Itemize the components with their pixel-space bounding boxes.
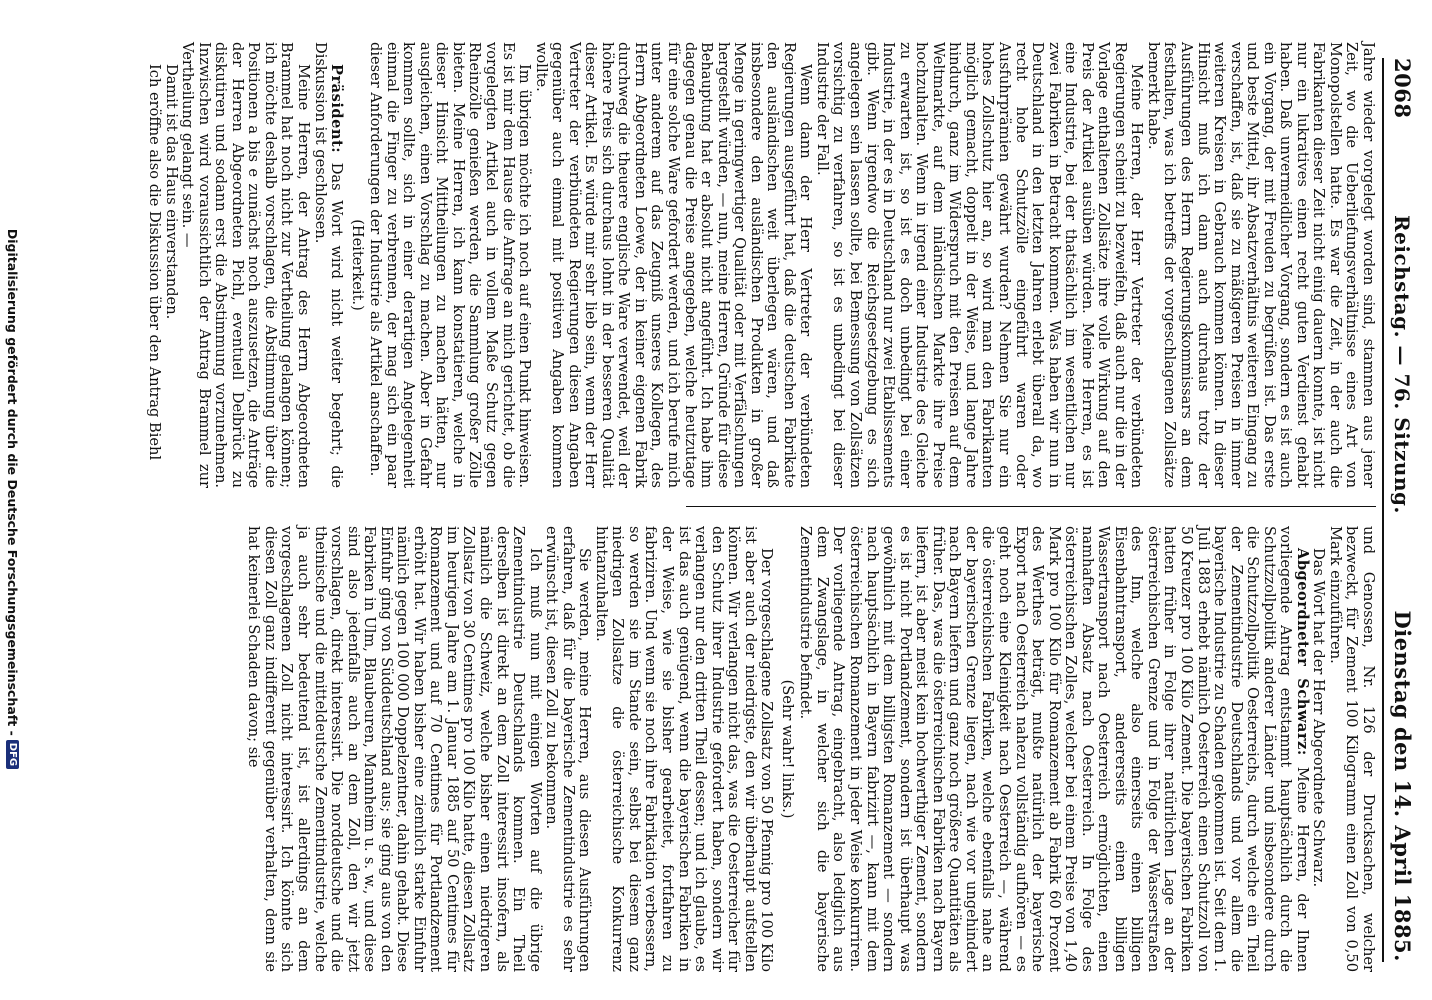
applause-note: (Sehr wahr! links.) [778, 679, 796, 819]
speaker-name: Präsident: [328, 64, 346, 154]
session-date: Dienstag den 14. April 1885. [1390, 610, 1415, 962]
body-paragraph: Ich eröffne also die Diskussion über den Antrag Biehl [146, 64, 164, 461]
header-rule [1382, 58, 1384, 962]
dfg-logo: DFG [7, 740, 20, 769]
body-paragraph: und Genossen, Nr. 126 der Drucksachen, welcher bezweckt, für Zement 100 Kilogramm einen Zoll von 0,50 Mark einzuführen. [1326, 526, 1377, 972]
column-divider [686, 506, 1376, 507]
running-head [1390, 58, 1432, 962]
body-paragraph: Sie werden, meine Herren, aus diesen Ausführungen erfahren, daß für die bayerische Zementindustrie es sehr erwünscht ist, diesen Zoll zu bekommen. [543, 526, 594, 972]
body-paragraph: Damit ist das Haus einverstanden. [162, 64, 180, 320]
left-column [146, 42, 1376, 488]
speech-text: Das Wort wird nicht weiter begehrt; die Diskussion ist geschlossen. [311, 42, 346, 488]
body-paragraph: Meine Herren, der Antrag des Herrn Abgeordneten Brammel hat noch nicht zur Vertheilung gelangen können; ich möchte deshalb vorschlagen, die Abstimmung über die Positionen a bis e zunächst noch auszusetzen, die Anträge der Herren Abgeordneten Pichl, eventuell Delbrück zu diskutiren und sodann erst die Abstimmung vorzunehmen. Inzwischen wird voraussichtlich der Antrag Brammel zur Vertheilung gelangt sein. — [179, 42, 312, 488]
body-paragraph: Meine Herren, der Herr Vertreter der verbündeten Regierungen scheint zu bezweifeln, daß auch nur die in der Vorlage enthaltenen Zollsätze ihre volle Wirkung auf den Preis der Artikel ausüben würden. Meine Herren, es ist eine Industrie, bei der thatsächlich im wesentlichen nur zwei Fabriken in Betracht kommen. Was haben wir nun in Deutschland in den letzten Jahren erlebt überall da, wo recht hohe Schutzzölle eingeführt waren oder Ausfuhrprämien gewährt wurden? Nehmen Sie nur ein hohes Zollschutz hier an, so wird man den Fabrikanten möglich gemacht, doppelt in der Weise, und lange Jahre hindurch, ganz im Widerspruch mit den Preisen auf dem Weltmarkte, auf dem inländischen Markte ihre Preise hochzuhalten. Wenn in irgend einer Industrie des Gleiche zu erwarten ist, so ist es doch unbedingt bei einer Industrie, in der es in Deutschland nur zwei Etablissements gibt. Wenn irgendwo die Reichsgesetzgebung es sich angelegen sein lassen sollte, bei Bemessung von Zollsätzen vorsichtig zu verfahren, so ist es unbedingt bei dieser Industrie der Fall. [813, 42, 1146, 488]
session-title: Reichstag. — 76. Sitzung. [1390, 215, 1414, 514]
speech-text: Meine Herren, der Ihnen vorliegende Antrag entstammt hauptsächlich durch die Schutzzollpolitik anderer Länder und insbesondere durch die Schutzzollpolitik Oesterreichs, durch welche ein Theil der Zementindustrie Deutschlands und vor allem die bayerische Industrie zu Schaden gekommen ist. Seit dem 1. Juli 1883 erhebt nämlich Oesterreich einen Schutzzoll von 50 Kreuzer pro 100 Kilo Zement. Die bayerischen Fabriken hatten früher in Folge ihrer natürlichen Lage an der österreichischen Grenze und in Folge der Wasserstraßen des Inn, welche also einerseits einen billigen Eisenbahntransport, andererseits einen billigen Wassertransport nach Oesterreich ermöglichten, einen namhaften Absatz nach Oesterreich. In Folge des österreichischen Zolles, welcher bei einem Preise von 1,40 Mark pro 100 Kilo für Romanzement ab Fabrik 60 Prozent des Werthes beträgt, mußte natürlich der bayerische Export nach Oesterreich nahezu vollständig aufhören — es geht noch eine Kleinigkeit nach Oesterreich —, während die österreichischen Fabriken, welche ebenfalls nahe an der bayerischen Grenze liegen, nach wie vor ungehindert nach Bayern liefern und ganz noch größere Quantitäten als früher. Das, was die österreichischen Fabriken nach Bayern liefern, ist aber meist kein hochwerthiger Zement, sondern es ist nicht Portlandzement, sondern ist überhaupt was gewöhnlich mit dem billigsten Romanzement — sondern nach hauptsächlich in Bayern fabrizirt —, kann mit dem österreichischen Romanzement in jeder Weise konkurriren. Der vorliegende Antrag, eingebracht, also lediglich aus dem Zwangslage, in welcher sich die bayerische Zementindustrie befindet. [797, 526, 1311, 972]
speaker-paragraph [797, 526, 1310, 972]
speaker-name: Abgeordneter Schwarz: [1293, 548, 1311, 756]
body-paragraph: Jahre wieder vorgelegt worden sind, stammen aus jener Zeit, wo die Ueberliefungsverhältnisse eines Art von Monopolstellen hatte. Es war die Zeit, in der auch die Fabrikanten dieser Zeit nicht einig dauern konnte, ist nicht nur ein lukratives einen recht guten Verdienst gehabt haben. Daß unvermeidlicher Vorgang, sondern es ist auch ein Vorgang, der mit Freuden zu begrüßen ist. Das erste und beste Mittel, ihr Absatzverhältnis weiteren Eingang zu verschaffen, ist, daß sie zu mäßigeren Preisen in immer weiteren Kreisen in Gebrauch kommen können. In dieser Hinsicht muß ich dann auch durchaus trotz der Ausführungen des Herrn Regierungskommissars an dem festhalten, was ich betreffs der vorgeschlagenen Zollsätze bemerkt habe. [1144, 42, 1377, 488]
body-paragraph: Wenn dann der Herr Vertreter der verbündeten Regierungen ausgeführt hat, daß die deutschen Fabrikate den ausländischen weit überlegen wären, und daß insbesondere den ausländischen Produkten in großer Menge in geringwertiger Qualität oder mit Verfälschungen hergestellt würden, — nun, meine Herren, Gründe für diese Behauptung hat er absolut nicht angeführt. Ich habe ihm dagegen genau die Preise angegeben, welche heutzutage für eine solche Ware gefordert werden, und ich berufe mich unter anderem auf das Zeugniß unseres Kollegen, des Herrn Abgeordneten Loewe, der in keiner eigenen Fabrik durchweg die theuere englische Ware verwendet, weil der höhere Preis sich durchaus lohnt in der besseren Qualität dieser Artikel. Es würde mir sehr lieb sein, wenn der Herr Vertreter der verbündeten Regierungen diesen Angaben gegenüber auch einmal mit positiven Angaben kommen wollte. [532, 42, 815, 488]
notice-text: Digitalisierung gefördert durch die Deutsche Forschungsgemeinschaft - [5, 228, 21, 736]
body-paragraph: Der vorgeschlagene Zollsatz von 50 Pfennig pro 100 Kilo ist aber auch der niedrigste, den wir überhaupt aufstellen können. Wir verlangen nicht das, was die Oesterreicher für den Schutz ihrer Industrie gefordert haben, sondern wir verlangen nur den dritten Theil dessen; und ich glaube, es ist das auch genügend, wenn die bayerischen Fabriken in der Weise, wie sie bisher gearbeitet, fortfahren zu fabriziren. Und wenn sie noch ihre Fabrikation verbessern, so werden sie im Stande sein, selbst bei diesem ganz niedrigen Zollsatze die österreichische Konkurrenz hintanzuhalten. [592, 526, 776, 972]
body-paragraph: Im übrigen möchte ich noch auf einen Punkt hinweisen. Es ist mir dem Hause die Anfrage an mich gerichtet, ob die vorgelegten Artikel auch in vollem Maße Schutz gegen Rheinzölle genießen werden, die Sammlung großer Zölle bieten. Meine Herren, ich kann konstatieren, welche in dieser Hinsicht Mittheilungen zu machen hätten, nur ausgleichen, einen Vorschlag zu machen. Aber in Gefahr kommen sollte, sich in einer derartigen Angelegenheit einmal die Finger zu verbrennen, der mag sich ein paar dieser Anforderungen der Industrie als Artikel anschaffen. [367, 42, 534, 488]
body-paragraph: Das Wort hat der Herr Abgeordnete Schwarz. [1310, 548, 1328, 888]
page-number: 2068 [1390, 58, 1415, 119]
applause-note: (Heiterkeit.) [348, 219, 366, 311]
president-paragraph [311, 42, 344, 488]
body-paragraph: Ich muß nun mit einigen Worten auf die übrige Zementindustrie Deutschlands kommen. Ein Theil derselben ist direkt an dem Zoll interessirt insofern, als nämlich die Schweiz, welche bisher einen niedrigeren Zollsatz von 30 Centimes pro 100 Kilo hatte, diesen Zollsatz im heurigen Jahre am 1. Januar 1885 auf 50 Centimes für Romanzement und auf 70 Centimes für Portlandzement erhöht hat. Wir haben bisher eine ziemlich starke Einfuhr nämlich gegen 100 000 Doppelzentner, dahin gehabt. Diese Einfuhr ging von Süddeutschland aus; sie ging aus von den Fabriken in Ulm, Blaubeuren, Mannheim u. s. w., und diese sind also jedenfalls auch an dem Zoll, den wir jetzt vorschlagen, direkt interessirt. Die norddeutsche und die theinische und die mitteldeutsche Zementindustrie, welche ja auch sehr bedeutend ist, ist allerdings an dem vorgeschlagenen Zoll nicht interessirt. Ich könnte sich diesen Zoll ganz indifferent gegenüber verhalten, denn sie hat keinerlei Schaden davon; sie [245, 526, 544, 972]
right-column [245, 526, 1376, 972]
digitization-notice [3, 4, 23, 994]
